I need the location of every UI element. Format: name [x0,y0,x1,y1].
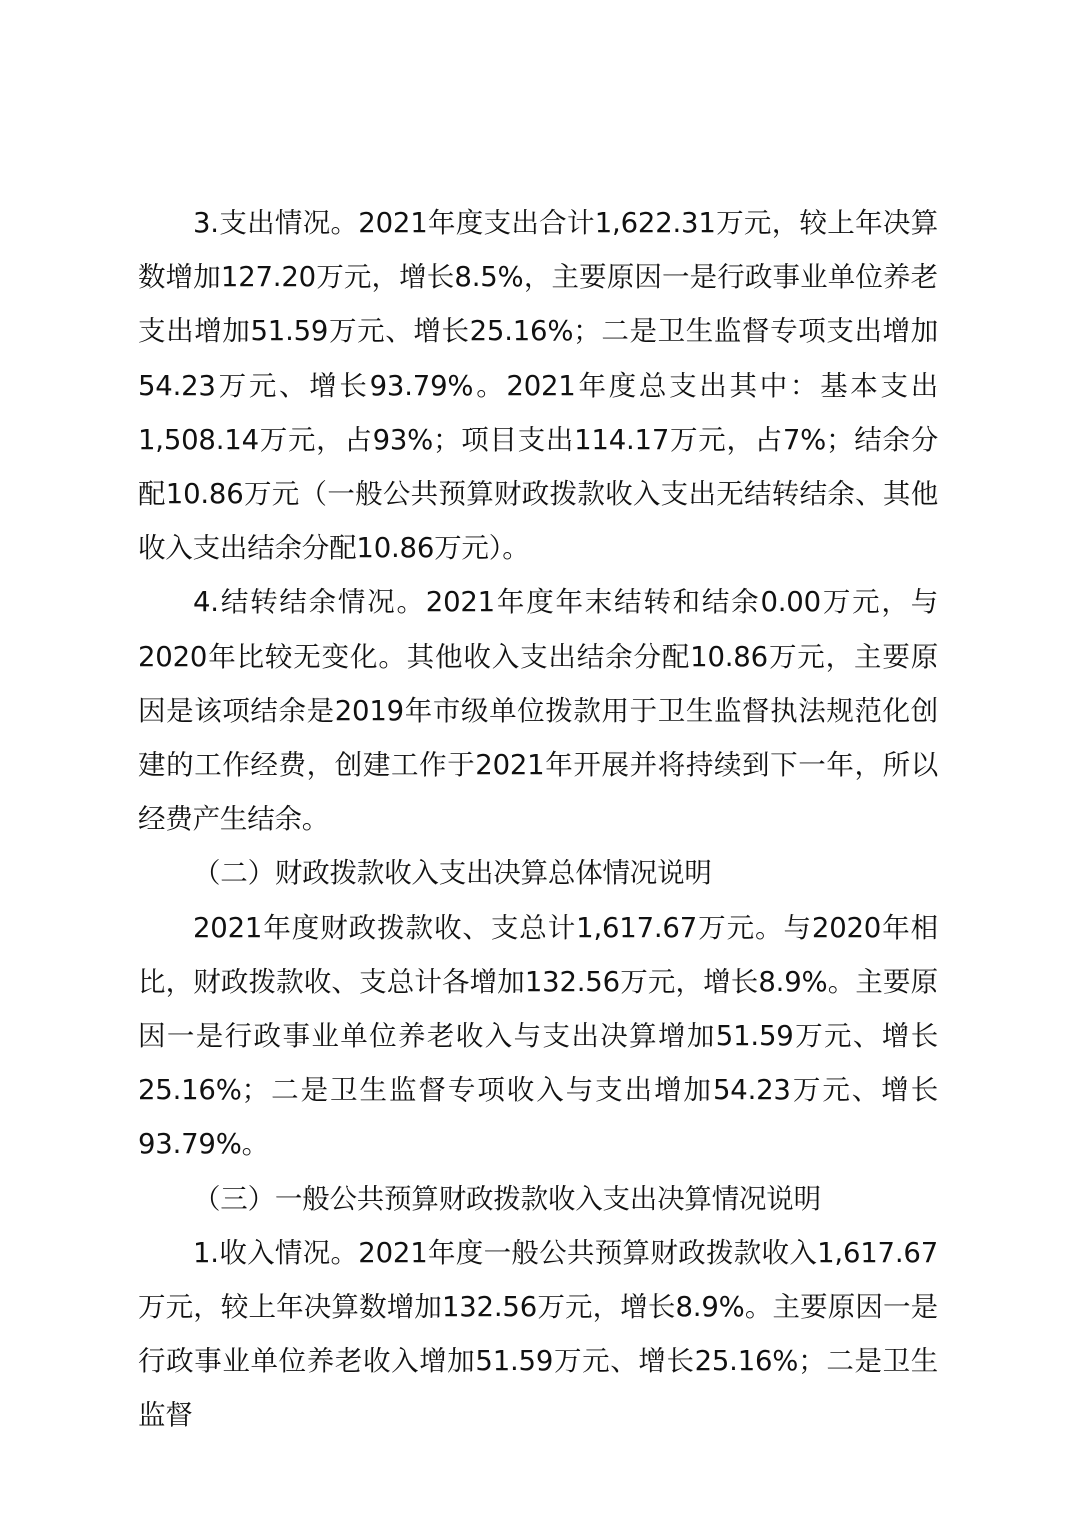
document-body [138,196,938,1443]
section-heading-general-budget: （三）一般公共预算财政拨款收入支出决算情况说明 [193,1182,821,1215]
paragraph-income: 1.收入情况。2021年度一般公共预算财政拨款收入1,617.67万元，较上年决算数增加132.56万元，增长8.9%。主要原因一是行政事业单位养老收入增加51.59万元、增长25.16%；二是卫生监督 [138,1236,938,1432]
paragraph-carryover-balance: 4.结转结余情况。2021年度年末结转和结余0.00万元，与2020年比较无变化。其他收入支出结余分配10.86万元，主要原因是该项结余是2019年市级单位拨款用于卫生监督执法规范化创建的工作经费，创建工作于2021年开展并将持续到下一年，所以经费产生结余。 [138,586,938,836]
paragraph-fiscal-overview: 2021年度财政拨款收、支总计1,617.67万元。与2020年相比，财政拨款收、支总计各增加132.56万元，增长8.9%。主要原因一是行政事业单位养老收入与支出决算增加51.59万元、增长25.16%；二是卫生监督专项收入与支出增加54.23万元、增长93.79%。 [138,911,938,1161]
paragraph-expenditure: 3.支出情况。2021年度支出合计1,622.31万元，较上年决算数增加127.20万元，增长8.5%，主要原因一是行政事业单位养老支出增加51.59万元、增长25.16%；二是卫生监督专项支出增加54.23万元、增长93.79%。2021年度总支出其中：基本支出1,508.14万元，占93%；项目支出114.17万元，占7%；结余分配10.86万元（一般公共预算财政拨款收入支出无结转结余、其他收入支出结余分配10.86万元）。 [138,207,938,565]
section-heading-fiscal-overview: （二）财政拨款收入支出决算总体情况说明 [193,857,712,890]
